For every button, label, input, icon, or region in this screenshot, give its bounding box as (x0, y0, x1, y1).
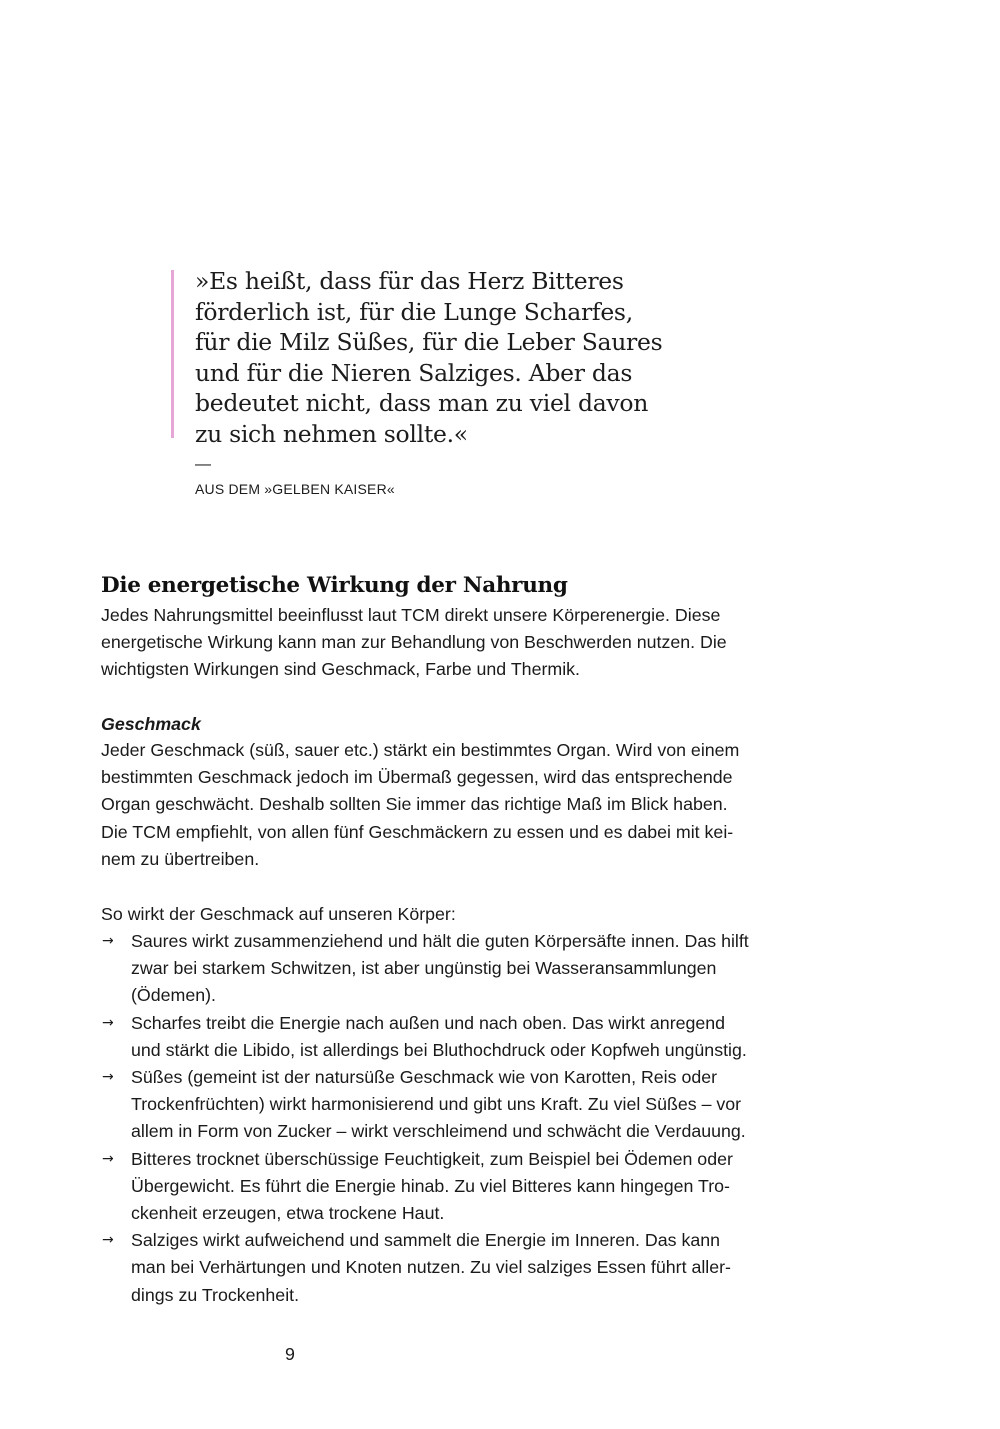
arrow-right-icon: → (102, 933, 114, 949)
taste-paragraph (101, 737, 841, 873)
intro-line: Jedes Nahrungsmittel beeinflusst laut TCM direkt unsere Körperenergie. Diese (101, 605, 721, 625)
list-item (101, 1227, 861, 1309)
arrow-right-icon: → (102, 1014, 114, 1031)
list-item (101, 1010, 861, 1064)
list-item-line: allem in Form von Zucker – wirkt verschleimend und schwächt die Verdauung. (131, 1121, 746, 1142)
list-item-line: (Ödemen). (131, 985, 216, 1006)
quote-line: förderlich ist, für die Lunge Scharfes, (195, 297, 633, 326)
arrow-right-icon: → (102, 1150, 114, 1167)
paragraph-line: Die TCM empfiehlt, von allen fünf Geschmäckern zu essen und es dabei mit kei- (101, 821, 734, 842)
list-item-line: zwar bei starkem Schwitzen, ist aber ungünstig bei Wasseransammlungen (131, 958, 717, 979)
list-item-line: Scharfes treibt die Energie nach außen und nach oben. Das wirkt anregend (131, 1012, 726, 1033)
paragraph-line: Organ geschwächt. Deshalb sollten Sie immer das richtige Maß im Blick haben. (101, 794, 728, 815)
arrow-right-icon: → (102, 1232, 114, 1249)
quote-source: AUS DEM »GELBEN KAISER« (195, 481, 395, 497)
list-item-line: Saures wirkt zusammenziehend und hält die guten Körpersäfte innen. Das hilft (131, 931, 749, 951)
paragraph-line: bestimmten Geschmack jedoch im Übermaß gegessen, wird das entsprechende (101, 767, 733, 788)
quote-line: zu sich nehmen sollte.« (195, 419, 468, 448)
list-item-line: dings zu Trockenheit. (131, 1284, 300, 1305)
list-item-line: und stärkt die Libido, ist allerdings bei Bluthochdruck oder Kopfweh ungünstig. (131, 1039, 747, 1060)
list-item-line: Bitteres trocknet überschüssige Feuchtigkeit, zum Beispiel bei Ödemen oder (131, 1148, 733, 1169)
section-title: Die energetische Wirkung der Nahrung (101, 573, 568, 598)
quote-line: »Es heißt, dass für das Herz Bitteres (195, 267, 624, 295)
quote-accent-bar (171, 270, 174, 438)
page-number: 9 (285, 1344, 295, 1364)
list-item-line: man bei Verhärtungen und Knoten nutzen. Zu viel salziges Essen führt aller- (131, 1257, 731, 1278)
list-item-line: Übergewicht. Es führt die Energie hinab. Zu viel Bitteres kann hingegen Tro- (131, 1175, 730, 1196)
paragraph-line: nem zu übertreiben. (101, 848, 260, 869)
intro-line: energetische Wirkung kann man zur Behandlung von Beschwerden nutzen. Die (101, 632, 727, 653)
list-item (101, 928, 861, 1010)
list-item-line: ckenheit erzeugen, etwa trockene Haut. (131, 1203, 445, 1224)
quote-line: bedeutet nicht, dass man zu viel davon (195, 389, 649, 417)
list-item-line: Süßes (gemeint ist der natursüße Geschmack wie von Karotten, Reis oder (131, 1067, 718, 1088)
list-item-line: Trockenfrüchten) wirkt harmonisierend und gibt uns Kraft. Zu viel Süßes – vor (131, 1094, 742, 1115)
list-intro-text: So wirkt der Geschmack auf unseren Körper: (101, 904, 456, 924)
quote-dash: — (195, 456, 211, 473)
list-item (101, 1064, 861, 1146)
intro-line: wichtigsten Wirkungen sind Geschmack, Farbe und Thermik. (101, 659, 580, 680)
quote-line: für die Milz Süßes, für die Leber Saures (195, 328, 663, 356)
quote-line: und für die Nieren Salziges. Aber das (195, 358, 633, 387)
paragraph-line: Jeder Geschmack (süß, sauer etc.) stärkt ein bestimmtes Organ. Wird von einem (101, 740, 740, 760)
list-intro (101, 901, 841, 928)
taste-effects-list (101, 928, 861, 1309)
list-item (101, 1146, 861, 1228)
intro-paragraph (101, 602, 841, 684)
list-item-line: Salziges wirkt aufweichend und sammelt die Energie im Inneren. Das kann (131, 1230, 721, 1251)
arrow-right-icon: → (102, 1069, 114, 1086)
subheading: Geschmack (101, 714, 201, 734)
pull-quote (195, 266, 755, 449)
